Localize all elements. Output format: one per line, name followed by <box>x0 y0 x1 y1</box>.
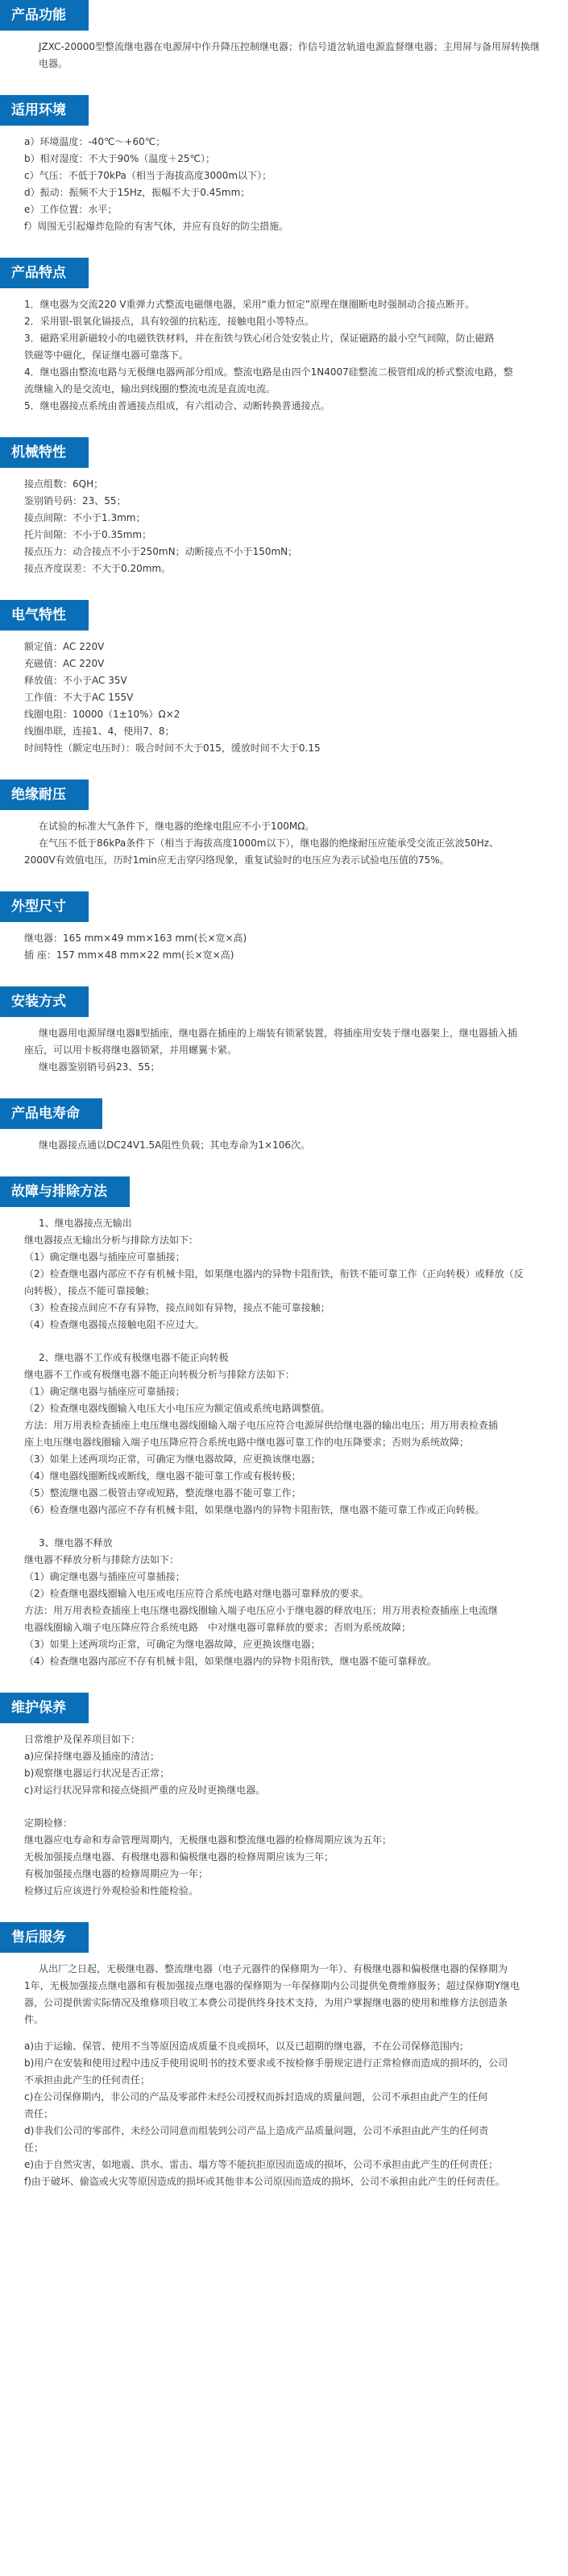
mechanical-item: 鉴别销号码：23、55； <box>24 495 126 507</box>
fault-step: 座上电压继电器线圈输入端子电压降应符合系统电路中继电器可靠工作的电压降要求；否则为系统故障； <box>24 1437 470 1448</box>
fault-subheading: 继电器接点无输出分析与排除方法如下： <box>24 1234 199 1246</box>
after-sales-item: 责任； <box>24 2108 54 2119</box>
maintenance-item: 继电器应电寿命和寿命管理周期内，无极继电器和整流继电器的检修周期应该为五年； <box>24 1834 392 1846</box>
section-environment <box>0 95 568 258</box>
maintenance-item: c)对运行状况异常和接点烧损严重的应及时更换继电器。 <box>24 1784 266 1796</box>
after-sales-item: d)非我们公司的零部件，未经公司同意而组装到公司产品上造成产品质量问题，公司不承担由此产生的任何责 <box>24 2125 489 2136</box>
maintenance-item: 无极加强接点继电器、有极继电器和偏极继电器的检修周期应该为三年； <box>24 1851 334 1863</box>
electrical-item: 额定值：AC 220V <box>24 641 105 652</box>
maintenance-item: a)应保持继电器及插座的清洁； <box>24 1751 160 1762</box>
after-sales-line: 1年，无极加强接点继电器和有极加强接点继电器的保修期为一年保修期内公司提供免费维修服务；超过保修期Y继电 <box>24 1980 520 1991</box>
section-electrical-life <box>0 1098 568 1176</box>
fault-step: （1）确定继电器与插座应可靠插接； <box>24 1571 185 1582</box>
section-electrical <box>0 600 568 779</box>
section-troubleshooting <box>0 1176 568 1693</box>
fault-subheading: 继电器不释放分析与排除方法如下： <box>24 1554 180 1565</box>
feature-item: 4．继电器由整流电路与无极继电器两部分组成。整流电路是由四个1N4007硅整流二极管组成的桥式整流电路，整 <box>24 366 513 378</box>
section-title-product-function: 产品功能 <box>0 0 89 31</box>
fault-step: 方法：用万用表检查插座上电压继电器线圈输入端子电压应小于继电器的释放电压；用万用表检查插座上电流继 <box>24 1605 499 1616</box>
after-sales-item: c)在公司保修期内，非公司的产品及零部件未经公司授权而拆封造成的质量问题，公司不承担由此产生的任何 <box>24 2091 488 2103</box>
fault-step: 向转极），接点不能可靠接触； <box>24 1285 155 1296</box>
maintenance-item: b)观察继电器运行状况是否正常； <box>24 1768 170 1779</box>
section-title-after-sales: 售后服务 <box>0 1922 89 1953</box>
after-sales-item: 任； <box>24 2142 44 2153</box>
feature-item-continuation: 流继输入的是交流电，输出到线圈的整流电流是直流电流。 <box>24 383 276 395</box>
feature-item: 5．继电器接点系统由普通接点组成，有六组动合、动断转换普通接点。 <box>24 400 330 411</box>
function-description: JZXC-20000型整流继电器在电源屏中作升降压控制继电器；作信号道岔轨道电源监督继电器；主用屏与备用屏转换继电器。 <box>39 41 540 69</box>
after-sales-item: b)用户在安装和使用过程中违反手使用说明书的技术要求或不按检修手册规定进行正常检修而造成的损坏的，公司 <box>24 2057 508 2069</box>
section-title-electrical-life: 产品电寿命 <box>0 1098 102 1129</box>
environment-item: c）气压：不低于70kPa（相当于海拔高度3000m以下）； <box>24 170 272 181</box>
feature-item: 1．继电器为交流220 V重弹力式整流电磁继电器，采用“重力恒定”原理在继圈断电时强制动合接点断开。 <box>24 299 475 310</box>
fault-step: （4）检查继电器内部应不存有机械卡阻，如果继电器内的异物卡阻衔铁，继电器不能可靠释放。 <box>24 1656 437 1667</box>
fault-step: （2）检查继电器线圈输入电压或电压应符合系统电路对继电器可靠释放的要求。 <box>24 1588 369 1599</box>
insulation-line: 2000V有效值电压，历时1min应无击穿闪络现象，重复试验时的电压应为表示试验电压值的75%。 <box>24 854 450 866</box>
electrical-item: 释放值：不小于AC 35V <box>24 675 127 686</box>
after-sales-item: f)由于破坏、偷盗或火灾等原因造成的损坏或其他非本公司原因而造成的损坏，公司不承担由此产生的任何责任。 <box>24 2176 505 2187</box>
environment-item: b）相对湿度：不大于90%（温度＋25℃）； <box>24 153 216 164</box>
after-sales-item: 不承担由此产生的任何责任； <box>24 2074 151 2086</box>
section-title-maintenance: 维护保养 <box>0 1693 89 1723</box>
environment-item: a）环境温度：-40℃～+60℃； <box>24 136 166 147</box>
mechanical-item: 接点间隙：不小于1.3mm； <box>24 512 146 523</box>
electrical-life-line: 继电器接点通以DC24V1.5A阻性负载；其电寿命为1×106次。 <box>39 1139 310 1151</box>
electrical-item: 工作值：不大于AC 155V <box>24 692 134 703</box>
environment-item: e）工作位置：水平； <box>24 204 118 215</box>
section-title-features: 产品特点 <box>0 258 89 288</box>
mechanical-item: 接点齐度误差：不大于0.20mm。 <box>24 563 172 574</box>
fault-step: （1）确定继电器与插座应可靠插接； <box>24 1386 185 1397</box>
fault-heading: 3、继电器不释放 <box>39 1537 113 1548</box>
electrical-item: 充磁值：AC 220V <box>24 658 105 669</box>
fault-step: （6）检查继电器内部应不存有机械卡阻，如果继电器内的异物卡阻衔铁，继电器不能可靠工作或正向转极。 <box>24 1504 485 1515</box>
section-title-insulation: 绝缘耐压 <box>0 779 89 810</box>
feature-item: 3．磁路采用新磁较小的电磁铁铁材料，并在衔铁与铁心闭合处安装止片，保证磁路的最小空气间隙，防止磁路 <box>24 333 495 344</box>
fault-heading: 2、继电器不工作或有极继电器不能正向转极 <box>39 1352 229 1363</box>
fault-step: （2）检查继电器线圈输入电压大小电压应为额定值或系统电路调整值。 <box>24 1403 330 1414</box>
maintenance-item: 有极加强接点继电器的检修周期应为一年； <box>24 1868 209 1879</box>
section-maintenance <box>0 1693 568 1922</box>
fault-heading: 1、继电器接点无输出 <box>39 1218 132 1229</box>
dimension-relay: 继电器：165 mm×49 mm×163 mm(长×宽×高) <box>24 932 247 944</box>
feature-item: 2．采用银-银氧化镉接点，具有较强的抗粘连，接触电阻小等特点。 <box>24 316 314 327</box>
section-features <box>0 258 568 437</box>
fault-step: 方法：用万用表检查插座上电压继电器线圈输入端子电压应符合电源屏供给继电器的输出电压；用万用表检查插 <box>24 1420 499 1431</box>
environment-item: d）振动：振频不大于15Hz，振幅不大于0.45mm； <box>24 187 251 198</box>
electrical-item: 线圈串联，连接1、4，使用7、8； <box>24 726 175 737</box>
fault-step: （3）如果上述两项均正常，可确定为继电器故障，应更换该继电器； <box>24 1639 321 1650</box>
maintenance-item: 检修过后应该进行外观检验和性能检验。 <box>24 1885 199 1896</box>
section-after-sales <box>0 1922 568 2213</box>
section-title-installation: 安装方式 <box>0 986 89 1017</box>
after-sales-line: 器，公司提供需实际情况及维修项目收工本费公司提供终身技术支持，为用户掌握继电器的使用和维修方法创造条 <box>24 1997 508 2008</box>
mechanical-item: 托片间隙：不小于0.35mm； <box>24 529 152 540</box>
section-title-mechanical: 机械特性 <box>0 437 89 468</box>
after-sales-item: e)由于自然灾害，如地震、洪水、雷击、塌方等不能抗拒原因而造成的损坏，公司不承担由此产生的任何责任； <box>24 2159 499 2170</box>
section-title-troubleshooting: 故障与排除方法 <box>0 1176 130 1207</box>
fault-subheading: 继电器不工作或有极继电器不能正向转极分析与排除方法如下： <box>24 1369 296 1380</box>
section-dimensions <box>0 891 568 986</box>
installation-line: 继电器鉴别销号码23、55； <box>39 1061 160 1073</box>
after-sales-line: 从出厂之日起，无极继电器、整流继电器（电子元器件的保修期为一年）、有极继电器和偏极继电器的保修期为 <box>39 1963 508 1974</box>
fault-step: （3）检查接点间应不存有异物，接点间如有异物，接点不能可靠接触； <box>24 1302 330 1313</box>
dimension-socket: 插 座：157 mm×48 mm×22 mm(长×宽×高) <box>24 949 234 961</box>
fault-step: （5）整流继电器二极管击穿或短路，整流继电器不能可靠工作； <box>24 1487 301 1499</box>
section-product-function <box>0 0 568 95</box>
after-sales-line: 件。 <box>24 2014 44 2025</box>
installation-line: 座后，可以用卡板将继电器锁紧，并用螺翼卡紧。 <box>24 1044 238 1056</box>
fault-step: （4）检查继电器接点接触电阻不应过大。 <box>24 1319 205 1330</box>
feature-item-continuation: 铁磁等中磁化，保证继电器可靠落下。 <box>24 349 189 361</box>
fault-step: （4）继电器线圈断线或断线，继电器不能可靠工作或有极转极； <box>24 1470 301 1482</box>
electrical-item: 线圈电阻：10000（1±10%）Ω×2 <box>24 709 180 720</box>
insulation-line: 在气压不低于86kPa条件下（相当于海拔高度1000m以下），继电器的绝缘耐压应能承受交流正弦波50Hz、 <box>39 837 500 849</box>
fault-step: （1）确定继电器与插座应可靠插接； <box>24 1251 185 1263</box>
section-insulation <box>0 779 568 891</box>
section-title-environment: 适用环境 <box>0 95 89 126</box>
mechanical-item: 接点压力：动合接点不小于250mN；动断接点不小于150mN； <box>24 546 298 557</box>
fault-step: （2）检查继电器内部应不存有机械卡阻，如果继电器内的异物卡阻衔铁，衔铁不能可靠工作（正向转极）或释放（反 <box>24 1268 524 1280</box>
installation-line: 继电器用电源屏继电器Ⅱ型插座，继电器在插座的上端装有锁紧装置，将插座用安装于继电器架上，继电器插入插 <box>39 1028 517 1039</box>
section-title-electrical: 电气特性 <box>0 600 89 631</box>
mechanical-item: 接点组数：6QH； <box>24 478 104 490</box>
maintenance-subheading: 日常维护及保养项目如下： <box>24 1734 141 1745</box>
electrical-item: 时间特性（额定电压时）：吸合时间不大于015，缓放时间不大于0.15 <box>24 742 321 754</box>
maintenance-subheading: 定期检修： <box>24 1817 73 1829</box>
after-sales-item: a)由于运输、保管、使用不当等原因造成质量不良或损坏，以及已超期的继电器，不在公司保修范围内； <box>24 2041 470 2052</box>
section-mechanical <box>0 437 568 600</box>
fault-step: （3）如果上述两项均正常，可确定为继电器故障，应更换该继电器； <box>24 1453 321 1465</box>
section-title-dimensions: 外型尺寸 <box>0 891 89 922</box>
insulation-line: 在试验的标准大气条件下，继电器的绝缘电阻应不小于100MΩ。 <box>39 821 315 832</box>
fault-step: 电器线圈输入端子电压降应符合系统电路 中对继电器可靠释放的要求；否则为系统故障； <box>24 1622 412 1633</box>
section-installation <box>0 986 568 1098</box>
environment-item: f）周围无引起爆炸危险的有害气体，并应有良好的防尘措施。 <box>24 221 289 232</box>
